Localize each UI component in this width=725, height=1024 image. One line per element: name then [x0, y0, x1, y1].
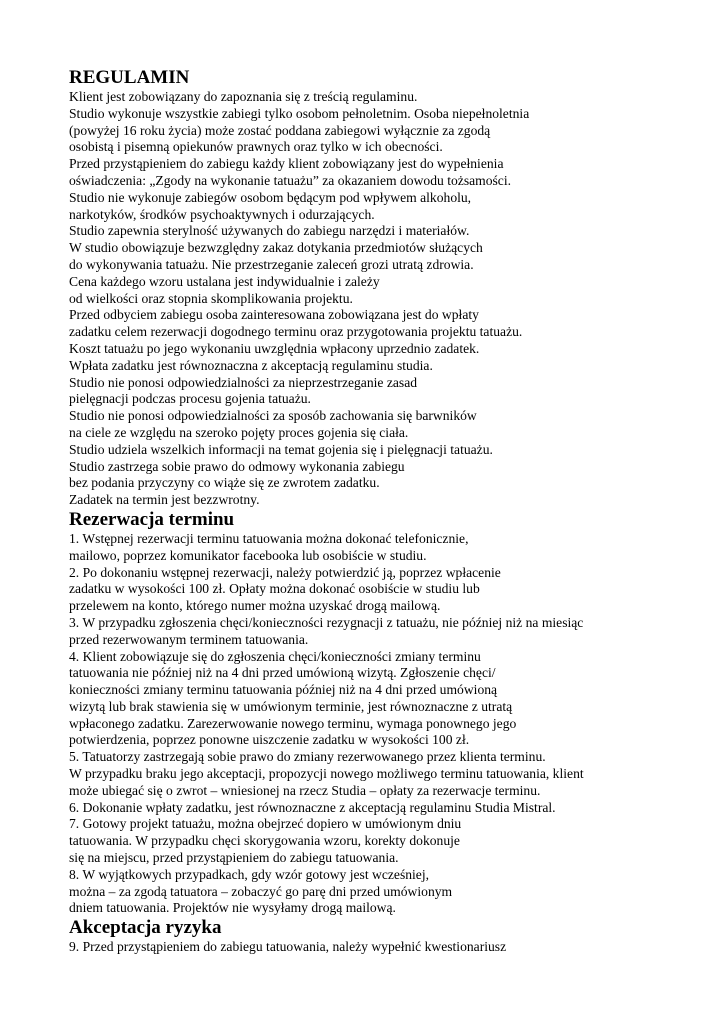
- section-body: [69, 531, 709, 917]
- text-line: można – za zgodą tatuatora – zobaczyć go parę dni przed umówionym: [69, 883, 453, 899]
- text-line: mailowo, poprzez komunikator facebooka lub osobiście w studiu.: [69, 547, 427, 563]
- text-line: W studio obowiązuje bezwzględny zakaz dotykania przedmiotów służących: [69, 240, 483, 256]
- section-body: [69, 89, 709, 509]
- text-line: od wielkości oraz stopnia skomplikowania projektu.: [69, 290, 353, 306]
- text-line: może ubiegać się o zwrot – wniesionej na rzecz Studia – opłaty za rezerwacje terminu.: [69, 782, 541, 798]
- text-line: potwierdzenia, poprzez ponowne uiszczenie zadatku w wysokości 100 zł.: [69, 732, 470, 748]
- text-line: 3. W przypadku zgłoszenia chęci/konieczności rezygnacji z tatuażu, nie później niż na miesiąc: [69, 614, 584, 630]
- section-body: [69, 939, 709, 956]
- text-line: tatuowania. W przypadku chęci skorygowania wzoru, korekty dokonuje: [69, 833, 460, 849]
- text-line: 7. Gotowy projekt tatuażu, można obejrzeć dopiero w umówionym dniu: [69, 816, 462, 832]
- text-line: Przed odbyciem zabiegu osoba zainteresowana zobowiązana jest do wpłaty: [69, 307, 479, 323]
- text-line: Studio udziela wszelkich informacji na temat gojenia się i pielęgnacji tatuażu.: [69, 441, 493, 457]
- text-line: 1. Wstępnej rezerwacji terminu tatuowania można dokonać telefonicznie,: [69, 530, 469, 546]
- section-heading: Akceptacja ryzyka: [69, 917, 222, 939]
- text-line: 6. Dokonanie wpłaty zadatku, jest równoznaczne z akceptacją regulaminu Studia Mistral.: [69, 799, 556, 815]
- text-line: Studio wykonuje wszystkie zabiegi tylko osobom pełnoletnim. Osoba niepełnoletnia: [69, 105, 530, 121]
- text-line: tatuowania nie później niż na 4 dni przed umówioną wizytą. Zgłoszenie chęci/: [69, 665, 496, 681]
- text-line: Przed przystąpieniem do zabiegu każdy klient zobowiązany jest do wypełnienia: [69, 156, 504, 172]
- text-line: do wykonywania tatuażu. Nie przestrzeganie zaleceń grozi utratą zdrowia.: [69, 256, 474, 272]
- text-line: oświadczenia: „Zgody na wykonanie tatuażu” za okazaniem dowodu tożsamości.: [69, 172, 512, 188]
- text-line: (powyżej 16 roku życia) może zostać poddana zabiegowi wyłącznie za zgodą: [69, 122, 491, 138]
- text-line: Klient jest zobowiązany do zapoznania się z treścią regulaminu.: [69, 89, 418, 104]
- section-heading: REGULAMIN: [69, 67, 190, 88]
- text-line: 8. W wyjątkowych przypadkach, gdy wzór gotowy jest wcześniej,: [69, 866, 430, 882]
- text-line: osobistą i pisemną opiekunów prawnych oraz tylko w ich obecności.: [69, 139, 443, 155]
- text-line: 2. Po dokonaniu wstępnej rezerwacji, należy potwierdzić ją, poprzez wpłacenie: [69, 564, 501, 580]
- text-line: 9. Przed przystąpieniem do zabiegu tatuowania, należy wypełnić kwestionariusz: [69, 939, 507, 955]
- text-line: narkotyków, środków psychoaktywnych i odurzających.: [69, 206, 375, 222]
- text-line: wizytą lub brak stawienia się w umówionym terminie, jest równoznaczne z utratą: [69, 698, 513, 714]
- text-line: Studio zapewnia sterylność używanych do zabiegu narzędzi i materiałów.: [69, 223, 470, 239]
- text-line: na ciele ze względu na szeroko pojęty proces gojenia się ciała.: [69, 424, 409, 440]
- text-line: przelewem na konto, którego numer można uzyskać drogą mailową.: [69, 598, 441, 614]
- document-page: [69, 67, 709, 956]
- text-line: Studio nie ponosi odpowiedzialności za sposób zachowania się barwników: [69, 408, 477, 424]
- text-line: zadatku w wysokości 100 zł. Opłaty można dokonać osobiście w studiu lub: [69, 581, 480, 597]
- text-line: się na miejscu, przed przystąpieniem do zabiegu tatuowania.: [69, 850, 399, 866]
- text-line: Studio nie wykonuje zabiegów osobom będącym pod wpływem alkoholu,: [69, 189, 472, 205]
- text-line: pielęgnacji podczas procesu gojenia tatuażu.: [69, 391, 311, 407]
- text-line: Koszt tatuażu po jego wykonaniu uwzględnia wpłacony uprzednio zadatek.: [69, 340, 480, 356]
- text-line: Zadatek na termin jest bezzwrotny.: [69, 492, 260, 508]
- text-line: 5. Tatuatorzy zastrzegają sobie prawo do zmiany rezerwowanego przez klienta terminu.: [69, 749, 546, 765]
- text-line: zadatku celem rezerwacji dogodnego terminu oraz przygotowania projektu tatuażu.: [69, 324, 523, 340]
- text-line: Cena każdego wzoru ustalana jest indywidualnie i zależy: [69, 273, 380, 289]
- text-line: W przypadku braku jego akceptacji, propozycji nowego możliwego terminu tatuowania, klient: [69, 766, 584, 782]
- text-line: Wpłata zadatku jest równoznaczna z akceptacją regulaminu studia.: [69, 357, 433, 373]
- text-line: przed rezerwowanym terminem tatuowania.: [69, 631, 309, 647]
- text-line: 4. Klient zobowiązuje się do zgłoszenia chęci/konieczności zmiany terminu: [69, 648, 481, 664]
- text-line: wpłaconego zadatku. Zarezerwowanie nowego terminu, wymaga ponownego jego: [69, 715, 517, 731]
- text-line: konieczności zmiany terminu tatuowania później niż na 4 dni przed umówioną: [69, 682, 498, 698]
- text-line: Studio zastrzega sobie prawo do odmowy wykonania zabiegu: [69, 458, 405, 474]
- text-line: Studio nie ponosi odpowiedzialności za nieprzestrzeganie zasad: [69, 374, 418, 390]
- text-line: bez podania przyczyny co wiąże się ze zwrotem zadatku.: [69, 475, 380, 491]
- section-heading: Rezerwacja terminu: [69, 508, 235, 530]
- text-line: dniem tatuowania. Projektów nie wysyłamy drogą mailową.: [69, 900, 396, 916]
